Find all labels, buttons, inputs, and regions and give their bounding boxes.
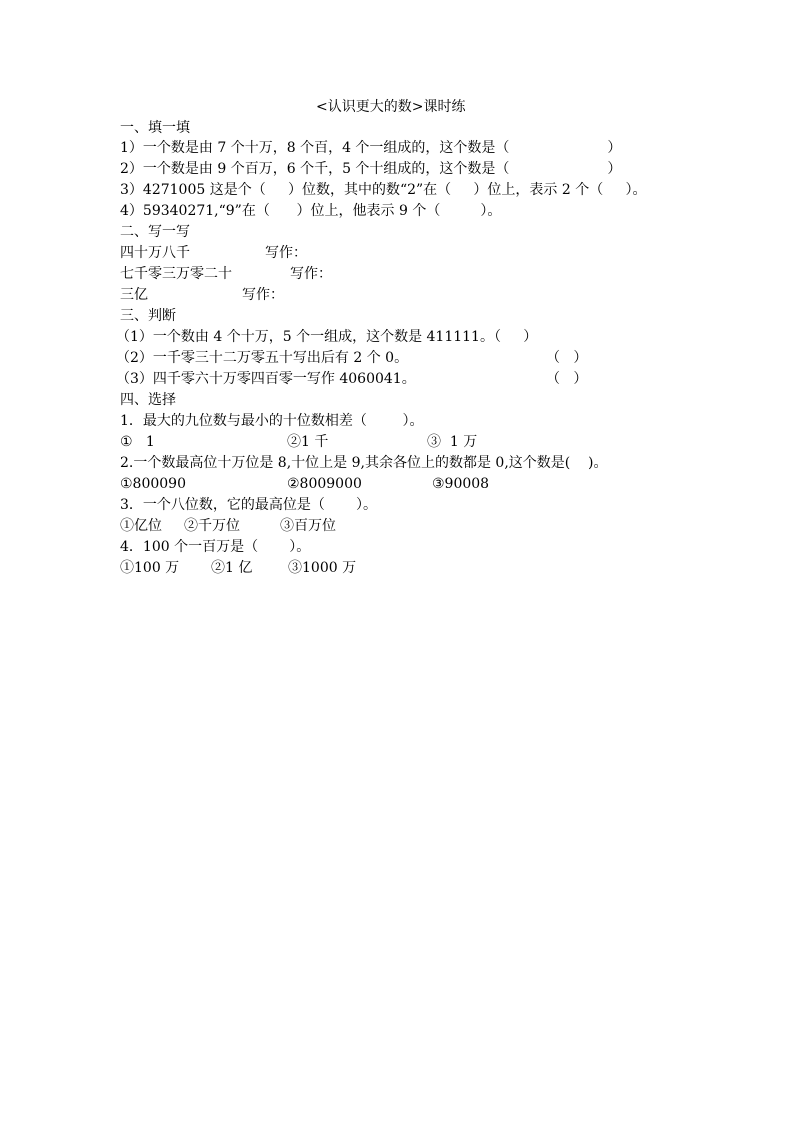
judge-item-2	[116, 348, 596, 368]
choice-question-3: 3．一个八位数，它的最高位是（ ）。	[120, 497, 378, 513]
choice-options-2	[120, 474, 680, 494]
section-heading-fill: 一、填一填	[120, 120, 190, 136]
write-label: 写作：	[290, 266, 332, 282]
choice-option: ③90008	[432, 476, 490, 492]
choice-option: ②1 亿	[211, 560, 253, 576]
choice-option: ①100 万	[120, 560, 180, 576]
write-item: 三亿	[120, 287, 148, 303]
choice-question-2: 2.一个数最高位十万位是 8,十位上是 9,其余各位上的数都是 0,这个数是( )。	[120, 455, 608, 471]
section-heading-choose: 四、选择	[120, 392, 176, 408]
question-fill-1: 1）一个数是由 7 个十万，8 个百，4 个一组成的，这个数是（ ）	[120, 140, 622, 156]
choice-option: ②8009000	[287, 476, 362, 492]
choice-options-4	[120, 558, 680, 578]
choice-option: ① 1	[120, 434, 155, 450]
choice-question-4: 4．100 个一百万是（ ）。	[120, 539, 311, 555]
judge-item-3	[116, 369, 596, 389]
judge-statement: （2）一千零三十二万零五十写出后有 2 个 0。	[116, 350, 409, 366]
judge-statement: （3）四千零六十万零四百零一写作 4060041。	[116, 371, 416, 387]
choice-option: ①800090	[120, 476, 186, 492]
judge-answer-paren: （ ）	[546, 371, 588, 387]
write-label: 写作：	[242, 287, 284, 303]
choice-option: ③百万位	[280, 518, 336, 534]
choice-option: ①亿位	[120, 518, 162, 534]
choice-option: ②1 千	[287, 434, 329, 450]
section-heading-write: 二、写一写	[120, 224, 190, 240]
choice-option: ②千万位	[184, 518, 240, 534]
question-fill-3: 3）4271005 这是个（ ）位数，其中的数“2”在（ ）位上，表示 2 个（ ）。	[120, 182, 647, 198]
question-fill-4: 4）59340271,“9”在（ ）位上，他表示 9 个（ ）。	[120, 203, 502, 219]
judge-item-1: （1）一个数由 4 个十万，5 个一组成，这个数是 411111。（ ）	[116, 329, 538, 345]
judge-answer-paren: （ ）	[546, 350, 588, 366]
write-row-1	[120, 243, 680, 263]
choice-option: ③1000 万	[288, 560, 357, 576]
write-item: 四十万八千	[120, 245, 190, 261]
page-title: <认识更大的数>课时练	[316, 99, 466, 115]
choice-options-1	[120, 432, 680, 452]
choice-options-3	[120, 516, 680, 536]
choice-option: ③ 1 万	[427, 434, 478, 450]
choice-question-1: 1．最大的九位数与最小的十位数相差（ ）。	[120, 413, 424, 429]
write-label: 写作：	[265, 245, 307, 261]
section-heading-judge: 三、判断	[120, 308, 176, 324]
write-row-3	[120, 285, 680, 305]
question-fill-2: 2）一个数是由 9 个百万，6 个千，5 个十组成的，这个数是（ ）	[120, 161, 622, 177]
write-row-2	[120, 264, 680, 284]
write-item: 七千零三万零二十	[120, 266, 232, 282]
